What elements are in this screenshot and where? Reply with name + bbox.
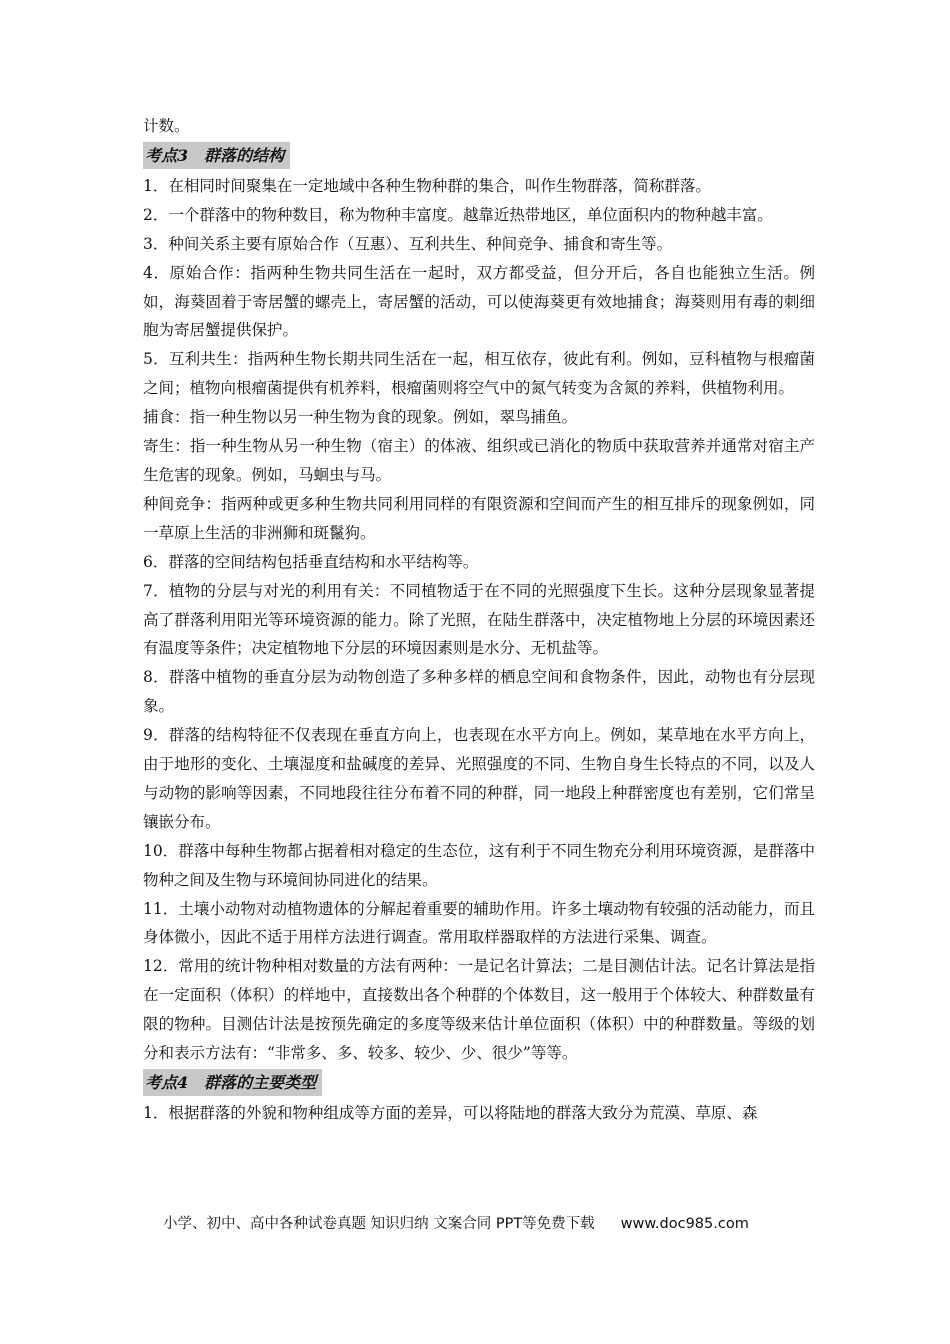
section-heading-4: 考点4 群落的主要类型: [143, 1069, 322, 1096]
paragraph: 9．群落的结构特征不仅表现在垂直方向上，也表现在水平方向上。例如，某草地在水平方向上，由于地形的变化、土壤湿度和盐碱度的差异、光照强度的不同、生物自身生长特点的不同，以及人与动物的影响等因素，不同地段往往分布着不同的种群，同一地段上种群密度也有差别，它们常呈镶嵌分布。: [143, 726, 815, 831]
footer-text: 小学、初中、高中各种试卷真题 知识归纳 文案合同 PPT等免费下载: [163, 1216, 595, 1232]
page-content: [143, 112, 815, 1128]
footer-url: www.doc985.com: [620, 1216, 749, 1232]
paragraph: 5．互利共生：指两种生物长期共同生活在一起，相互依存，彼此有利。例如，豆科植物与根瘤菌之间；植物向根瘤菌提供有机养料，根瘤菌则将空气中的氮气转变为含氮的养料，供植物利用。: [143, 350, 815, 398]
paragraph: 8．群落中植物的垂直分层为动物创造了多种多样的栖息空间和食物条件，因此，动物也有分层现象。: [143, 668, 815, 716]
paragraph: 3．种间关系主要有原始合作（互惠）、互利共生、种间竞争、捕食和寄生等。: [143, 234, 673, 253]
page-footer: [163, 1212, 749, 1236]
paragraph: 2．一个群落中的物种数目，称为物种丰富度。越靠近热带地区，单位面积内的物种越丰富。: [143, 205, 773, 224]
paragraph: 12．常用的统计物种相对数量的方法有两种：一是记名计算法；二是目测估计法。记名计算法是指在一定面积（体积）的样地中，直接数出各个种群的个体数目，这一般用于个体较大、种群数量有限的物种。目测估计法是按预先确定的多度等级来估计单位面积（体积）中的种群数量。等级的划分和表示方法有：“非常多、多、较多、较少、少、很少”等等。: [143, 957, 815, 1063]
paragraph: 1．在相同时间聚集在一定地域中各种生物种群的集合，叫作生物群落，简称群落。: [143, 176, 711, 195]
paragraph: 计数。: [143, 117, 190, 135]
paragraph: 寄生：指一种生物从另一种生物（宿主）的体液、组织或已消化的物质中获取营养并通常对宿主产生危害的现象。例如，马蛔虫与马。: [143, 437, 815, 484]
paragraph: 1．根据群落的外貌和物种组成等方面的差异，可以将陆地的群落大致分为荒漠、草原、森: [143, 1104, 758, 1122]
paragraph: 7．植物的分层与对光的利用有关：不同植物适于在不同的光照强度下生长。这种分层现象显著提高了群落利用阳光等环境资源的能力。除了光照，在陆生群落中，决定植物地上分层的环境因素还有温度等条件；决定植物地下分层的环境因素则是水分、无机盐等。: [143, 581, 815, 658]
section-heading-3: 考点3 群落的结构: [143, 142, 290, 169]
paragraph: 捕食：指一种生物以另一种生物为食的现象。例如，翠鸟捕鱼。: [143, 408, 578, 427]
paragraph: 10．群落中每种生物都占据着相对稳定的生态位，这有利于不同生物充分利用环境资源，是群落中物种之间及生物与环境间协同进化的结果。: [143, 841, 815, 889]
paragraph: 4．原始合作：指两种生物共同生活在一起时，双方都受益，但分开后，各自也能独立生活。例如，海葵固着于寄居蟹的螺壳上，寄居蟹的活动，可以使海葵更有效地捕食；海葵则用有毒的刺细胞为寄居蟹提供保护。: [143, 263, 815, 340]
paragraph: 种间竞争：指两种或更多种生物共同利用同样的有限资源和空间而产生的相互排斥的现象例如，同一草原上生活的非洲狮和斑鬣狗。: [143, 494, 815, 542]
paragraph: 11．土壤小动物对动植物遗体的分解起着重要的辅助作用。许多土壤动物有较强的活动能力，而且身体微小，因此不适于用样方法进行调查。常用取样器取样的方法进行采集、调查。: [143, 899, 815, 947]
paragraph: 6．群落的空间结构包括垂直结构和水平结构等。: [143, 552, 479, 571]
